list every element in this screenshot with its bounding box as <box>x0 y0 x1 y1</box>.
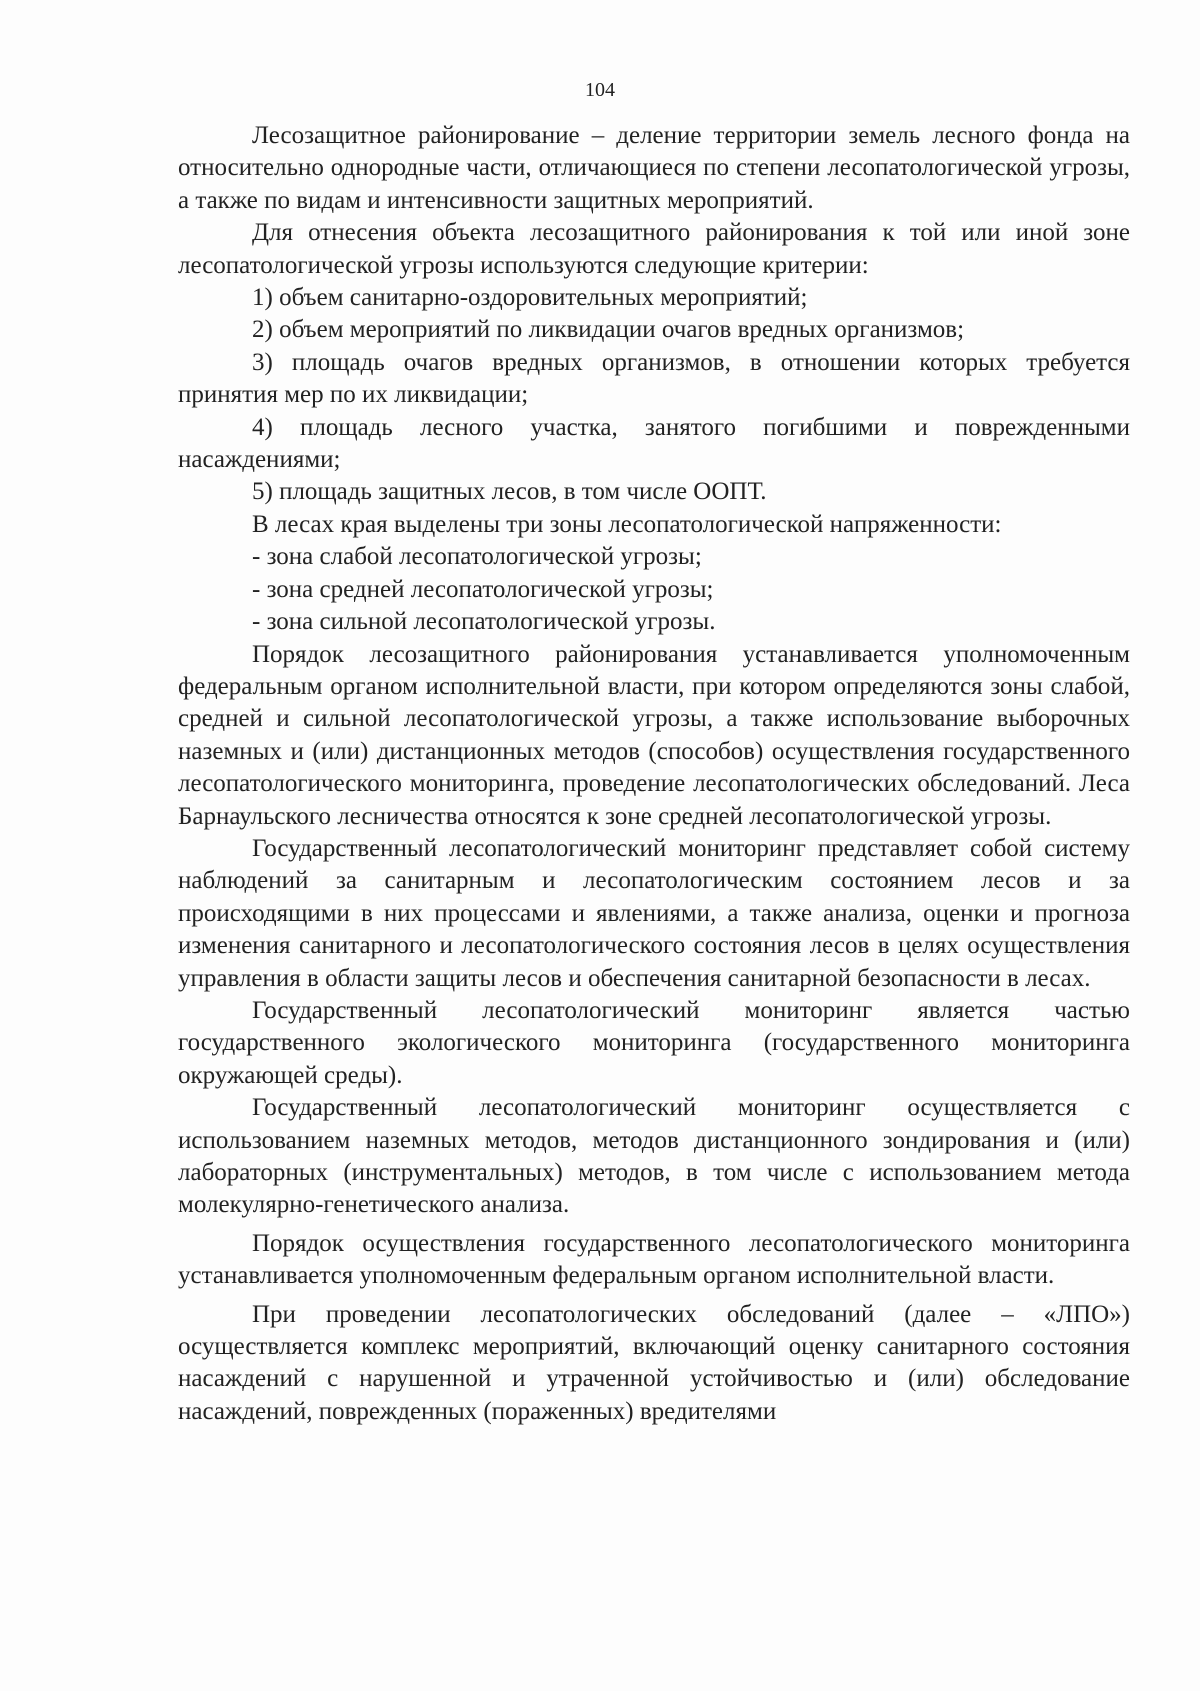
list-item-zone-strong: - зона сильной лесопатологической угрозы. <box>252 608 716 636</box>
paragraph-criteria-intro: Для отнесения объекта лесозащитного районирования к той или иной зоне лесопатологической угрозы используются следующие критерии: <box>178 219 1130 279</box>
list-item-zone-weak: - зона слабой лесопатологической угрозы; <box>252 543 702 571</box>
list-item-criterion-2: 2) объем мероприятий по ликвидации очагов вредных организмов; <box>252 316 965 344</box>
paragraph-monitoring-methods: Государственный лесопатологический мониторинг осуществляется с использованием наземных методов, методов дистанционного зондирования и (или) лабораторных (инструментальных) методов, в том числе с использованием метода молекулярно-генетического анализа. <box>178 1094 1130 1219</box>
list-item-criterion-1: 1) объем санитарно-оздоровительных мероприятий; <box>252 284 808 312</box>
list-item-zone-medium: - зона средней лесопатологической угрозы; <box>252 575 714 603</box>
paragraph-monitoring-procedure: Порядок осуществления государственного лесопатологического мониторинга устанавливается уполномоченным федеральным органом исполнительной власти. <box>178 1229 1130 1290</box>
page-number: 104 <box>585 79 615 101</box>
paragraph-zones-intro: В лесах края выделены три зоны лесопатологической напряженности: <box>252 510 1002 538</box>
paragraph-monitoring-part: Государственный лесопатологический мониторинг является частью государственного экологического мониторинга (государственного мониторинга окружающей среды). <box>178 996 1130 1089</box>
paragraph-lpo: При проведении лесопатологических обследований (далее – «ЛПО») осуществляется комплекс мероприятий, включающий оценку санитарного состояния насаждений с нарушенной и утраченной устойчивостью и (или) обследование насаждений, поврежденных (пораженных) вредителями <box>178 1300 1130 1425</box>
list-item-criterion-5: 5) площадь защитных лесов, в том числе ООПТ. <box>252 478 767 506</box>
list-item-criterion-3: 3) площадь очагов вредных организмов, в отношении которых требуется принятия мер по их ликвидации; <box>178 348 1130 409</box>
paragraph-zoning-procedure: Порядок лесозащитного районирования устанавливается уполномоченным федеральным органом исполнительной власти, при котором определяются зоны слабой, средней и сильной лесопатологической угрозы, а также использование выборочных наземных и (или) дистанционных методов (способов) осуществления государственного лесопатологического мониторинга, проведение лесопатологических обследований. Леса Барнаульского лесничества относятся к зоне средней лесопатологической угрозы. <box>178 640 1130 830</box>
paragraph-monitoring-definition: Государственный лесопатологический мониторинг представляет собой систему наблюдений за санитарным и лесопатологическим состоянием лесов и за происходящими в них процессами и явлениями, а также анализа, оценки и прогноза изменения санитарного и лесопатологического состояния лесов в целях осуществления управления в области защиты лесов и обеспечения санитарной безопасности в лесах. <box>178 834 1130 992</box>
paragraph-definition: Лесозащитное районирование – деление территории земель лесного фонда на относительно однородные части, отличающиеся по степени лесопатологической угрозы, а также по видам и интенсивности защитных мероприятий. <box>178 122 1130 214</box>
list-item-criterion-4: 4) площадь лесного участка, занятого погибшими и поврежденными насаждениями; <box>178 413 1130 474</box>
document-body <box>178 120 1130 1428</box>
